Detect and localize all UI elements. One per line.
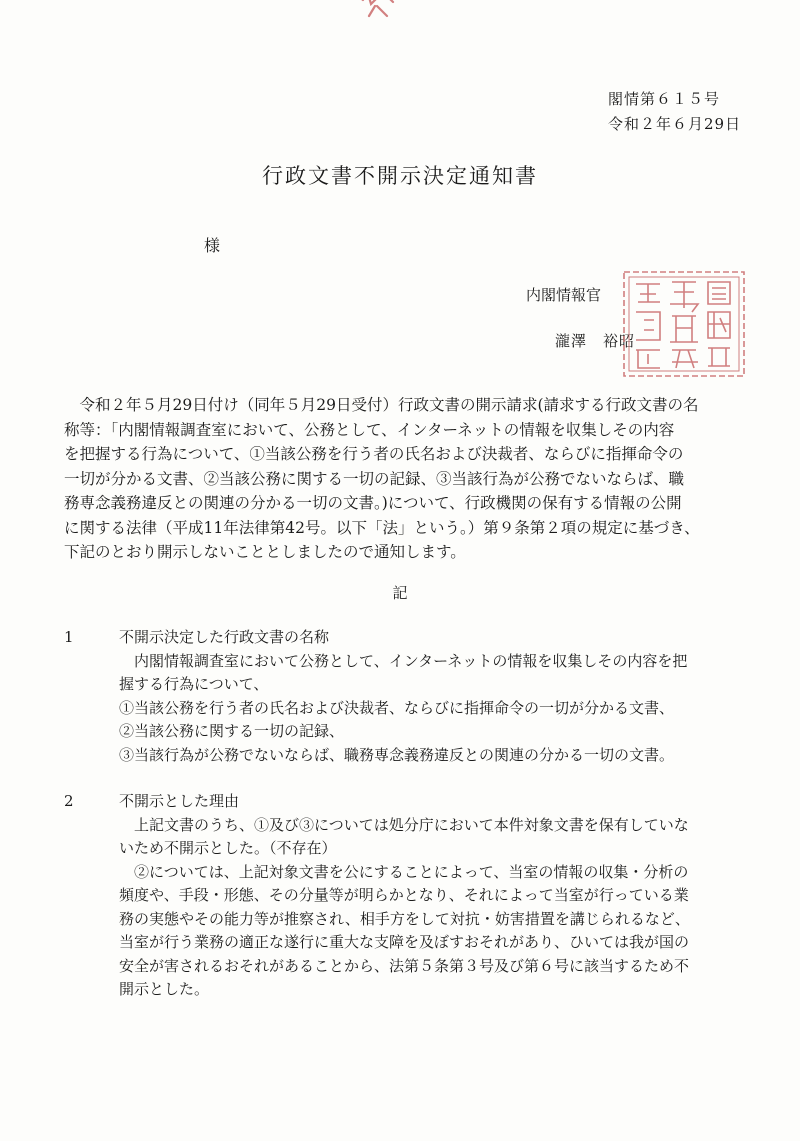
body-line: 一切が分かる文書、②当該公務に関する一切の記録、③当該行為が公務でないならば、職 [64,469,685,488]
body-line: 令和２年５月29日付け（同年５月29日受付）行政文書の開示請求(請求する行政文書の名 [64,396,699,414]
sender-title: 内閣情報官 [526,286,602,304]
official-seal-icon [620,268,748,380]
section-line: ②当該公務に関する一切の記録、 [119,722,345,740]
section-line: ②については、上記対象文書を公にすることによって、当室の情報の収集・分析の [119,862,689,881]
page-title: 行政文書不開示決定通知書 [262,164,538,188]
sender-name: 瀧澤 裕昭 [555,332,636,350]
section-line: ①当該公務を行う者の氏名および決裁者、ならびに指揮命令の一切が分かる文書、 [119,698,675,717]
section-line: 当室が行う業務の適正な遂行に重大な支障を及ぼすおそれがあり、ひいては我が国の [119,933,690,951]
request-body [64,393,784,565]
section-heading [64,626,784,650]
section-number: 1 [64,628,74,646]
addressee: 様 [204,236,221,255]
section-line: いため不開示とした。（不存在） [119,839,337,857]
section-line: 安全が害されるおそれがあることから、法第５条第３号及び第６号に該当するため不 [119,956,690,975]
body-line: 下記のとおり開示しないこととしましたので通知します。 [64,543,466,561]
section-heading [64,790,784,814]
section-reason [64,790,784,1002]
section-line: 内閣情報調査室において公務として、インターネットの情報を収集しその内容を把 [119,651,688,670]
section-line: 上記文書のうち、①及び③については処分庁において本件対象文書を保有していな [119,815,689,834]
section-line: 頻度や、手段・形態、その分量等が明らかとなり、それによって当室が行っている業 [119,886,689,904]
document-number: 閣情第６１５号 [608,90,721,108]
section-document-name [64,626,784,767]
section-line: 開示とした。 [119,980,210,998]
section-title: 不開示決定した行政文書の名称 [119,628,330,646]
body-line: を把握する行為について、①当該公務を行う者の氏名および決裁者、ならびに指揮命令の [64,445,684,463]
section-title: 不開示とした理由 [119,792,240,810]
document-date: 令和２年６月29日 [608,115,742,133]
section-line: 務の実態やその能力等が推察され、相手方をして対抗・妨害措置を講じられるなど、 [119,909,690,928]
body-line: 称等：「内閣情報調査室において、公務として、インターネットの情報を収集しその内容 [64,420,675,439]
section-line: ③当該行為が公務でないならば、職務専念義務違反との関連の分かる一切の文書。 [119,745,675,764]
section-line: 握する行為について、 [119,675,269,693]
body-line: に関する法律（平成11年法律第42号。以下「法」という。）第９条第２項の規定に基づき、 [64,518,700,537]
receipt-stamp-icon [335,0,415,20]
ki-heading: 記 [392,584,408,602]
body-line: 務専念義務違反との関連の分かる一切の文書。)について、行政機関の保有する情報の公開 [64,494,682,512]
section-number: 2 [64,792,74,810]
